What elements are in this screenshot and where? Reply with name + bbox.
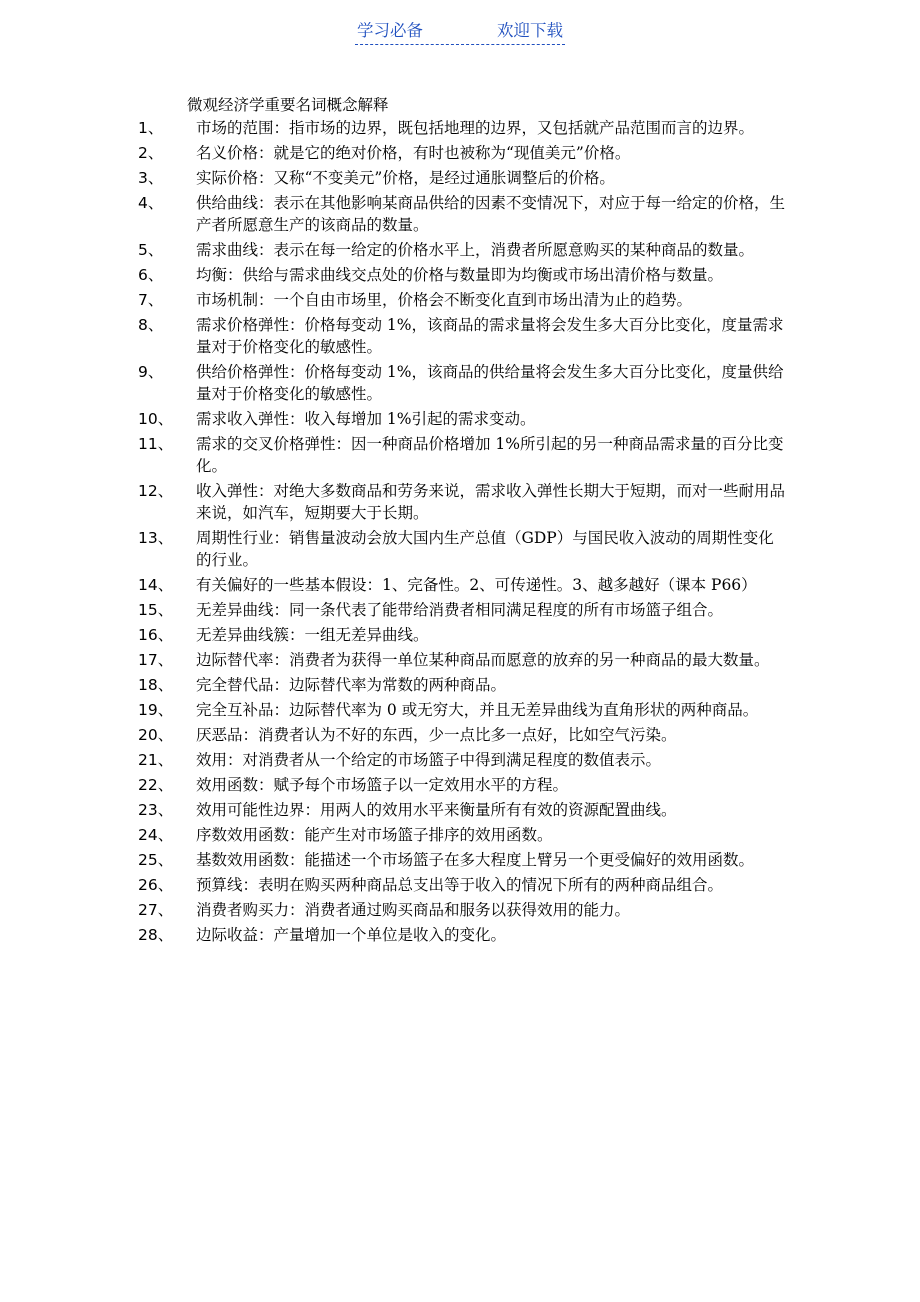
list-item <box>138 192 788 236</box>
item-number: 6、 <box>138 266 164 284</box>
item-number: 16、 <box>138 626 174 644</box>
item-definition: 消费者购买力：消费者通过购买商品和服务以获得效用的能力。 <box>196 901 631 919</box>
item-definition: 有关偏好的一些基本假设：1、完备性。2、可传递性。3、越多越好（课本 P66） <box>196 576 757 594</box>
list-item <box>138 433 788 477</box>
item-definition: 供给曲线：表示在其他影响某商品供给的因素不变情况下，对应于每一给定的价格，生产者所愿意生产的该商品的数量。 <box>196 194 786 234</box>
item-number: 12、 <box>138 482 174 500</box>
item-number: 14、 <box>138 576 174 594</box>
item-definition: 需求收入弹性：收入每增加 1%引起的需求变动。 <box>196 410 536 428</box>
item-definition: 市场机制：一个自由市场里，价格会不断变化直到市场出清为止的趋势。 <box>196 291 693 309</box>
item-definition: 均衡：供给与需求曲线交点处的价格与数量即为均衡或市场出清价格与数量。 <box>196 266 724 284</box>
item-definition: 收入弹性：对绝大多数商品和劳务来说，需求收入弹性长期大于短期，而对一些耐用品来说，如汽车，短期要大于长期。 <box>196 482 786 522</box>
list-item <box>138 142 788 164</box>
item-number: 28、 <box>138 926 174 944</box>
item-definition: 效用：对消费者从一个给定的市场篮子中得到满足程度的数值表示。 <box>196 751 662 769</box>
list-item <box>138 314 788 358</box>
item-definition: 名义价格：就是它的绝对价格，有时也被称为“现值美元”价格。 <box>196 144 631 162</box>
item-definition: 厌恶品：消费者认为不好的东西，少一点比多一点好，比如空气污染。 <box>196 726 677 744</box>
header-left-text: 学习必备 <box>357 21 423 40</box>
list-item <box>138 824 788 846</box>
list-item <box>138 599 788 621</box>
item-definition: 边际替代率：消费者为获得一单位某种商品而愿意的放弃的另一种商品的最大数量。 <box>196 651 770 669</box>
item-number: 2、 <box>138 144 164 162</box>
item-definition: 基数效用函数：能描述一个市场篮子在多大程度上臂另一个更受偏好的效用函数。 <box>196 851 755 869</box>
item-number: 17、 <box>138 651 174 669</box>
item-number: 21、 <box>138 751 174 769</box>
item-number: 25、 <box>138 851 174 869</box>
list-item <box>138 264 788 286</box>
item-number: 1、 <box>138 119 164 137</box>
item-definition: 需求的交叉价格弹性：因一种商品价格增加 1%所引起的另一种商品需求量的百分比变化。 <box>196 435 784 475</box>
item-definition: 需求价格弹性：价格每变动 1%，该商品的需求量将会发生多大百分比变化，度量需求量对于价格变化的敏感性。 <box>196 316 784 356</box>
list-item <box>138 649 788 671</box>
item-definition: 实际价格：又称“不变美元”价格，是经过通胀调整后的价格。 <box>196 169 615 187</box>
list-item <box>138 289 788 311</box>
item-number: 3、 <box>138 169 164 187</box>
item-number: 4、 <box>138 194 164 212</box>
item-number: 11、 <box>138 435 174 453</box>
item-number: 19、 <box>138 701 174 719</box>
page-header <box>0 20 920 45</box>
list-item <box>138 874 788 896</box>
item-number: 24、 <box>138 826 174 844</box>
term-list <box>138 117 788 949</box>
item-definition: 无差异曲线簇：一组无差异曲线。 <box>196 626 429 644</box>
list-item <box>138 361 788 405</box>
item-definition: 预算线：表明在购买两种商品总支出等于收入的情况下所有的两种商品组合。 <box>196 876 724 894</box>
list-item <box>138 774 788 796</box>
item-number: 15、 <box>138 601 174 619</box>
list-item <box>138 574 788 596</box>
item-number: 13、 <box>138 529 174 547</box>
item-number: 23、 <box>138 801 174 819</box>
item-number: 22、 <box>138 776 174 794</box>
list-item <box>138 239 788 261</box>
item-definition: 序数效用函数：能产生对市场篮子排序的效用函数。 <box>196 826 553 844</box>
item-definition: 市场的范围：指市场的边界，既包括地理的边界，又包括就产品范围而言的边界。 <box>196 119 755 137</box>
item-number: 8、 <box>138 316 164 334</box>
list-item <box>138 117 788 139</box>
item-definition: 需求曲线：表示在每一给定的价格水平上，消费者所愿意购买的某种商品的数量。 <box>196 241 755 259</box>
list-item <box>138 624 788 646</box>
document-title: 微观经济学重要名词概念解释 <box>187 96 389 114</box>
item-number: 26、 <box>138 876 174 894</box>
item-definition: 供给价格弹性：价格每变动 1%，该商品的供给量将会发生多大百分比变化，度量供给量对于价格变化的敏感性。 <box>196 363 784 403</box>
header-banner <box>355 20 565 45</box>
list-item <box>138 699 788 721</box>
list-item <box>138 799 788 821</box>
list-item <box>138 674 788 696</box>
item-definition: 周期性行业：销售量波动会放大国内生产总值（GDP）与国民收入波动的周期性变化的行业。 <box>196 529 774 569</box>
item-definition: 效用可能性边界：用两人的效用水平来衡量所有有效的资源配置曲线。 <box>196 801 677 819</box>
item-definition: 边际收益：产量增加一个单位是收入的变化。 <box>196 926 507 944</box>
item-definition: 完全替代品：边际替代率为常数的两种商品。 <box>196 676 507 694</box>
list-item <box>138 480 788 524</box>
list-item <box>138 924 788 946</box>
list-item <box>138 899 788 921</box>
header-right-text: 欢迎下载 <box>497 21 563 40</box>
item-number: 18、 <box>138 676 174 694</box>
item-definition: 完全互补品：边际替代率为 0 或无穷大，并且无差异曲线为直角形状的两种商品。 <box>196 701 759 719</box>
item-definition: 效用函数：赋予每个市场篮子以一定效用水平的方程。 <box>196 776 569 794</box>
list-item <box>138 167 788 189</box>
list-item <box>138 527 788 571</box>
item-number: 9、 <box>138 363 164 381</box>
list-item <box>138 408 788 430</box>
list-item <box>138 724 788 746</box>
item-definition: 无差异曲线：同一条代表了能带给消费者相同满足程度的所有市场篮子组合。 <box>196 601 724 619</box>
item-number: 5、 <box>138 241 164 259</box>
list-item <box>138 749 788 771</box>
item-number: 27、 <box>138 901 174 919</box>
item-number: 10、 <box>138 410 174 428</box>
list-item <box>138 849 788 871</box>
item-number: 7、 <box>138 291 164 309</box>
item-number: 20、 <box>138 726 174 744</box>
